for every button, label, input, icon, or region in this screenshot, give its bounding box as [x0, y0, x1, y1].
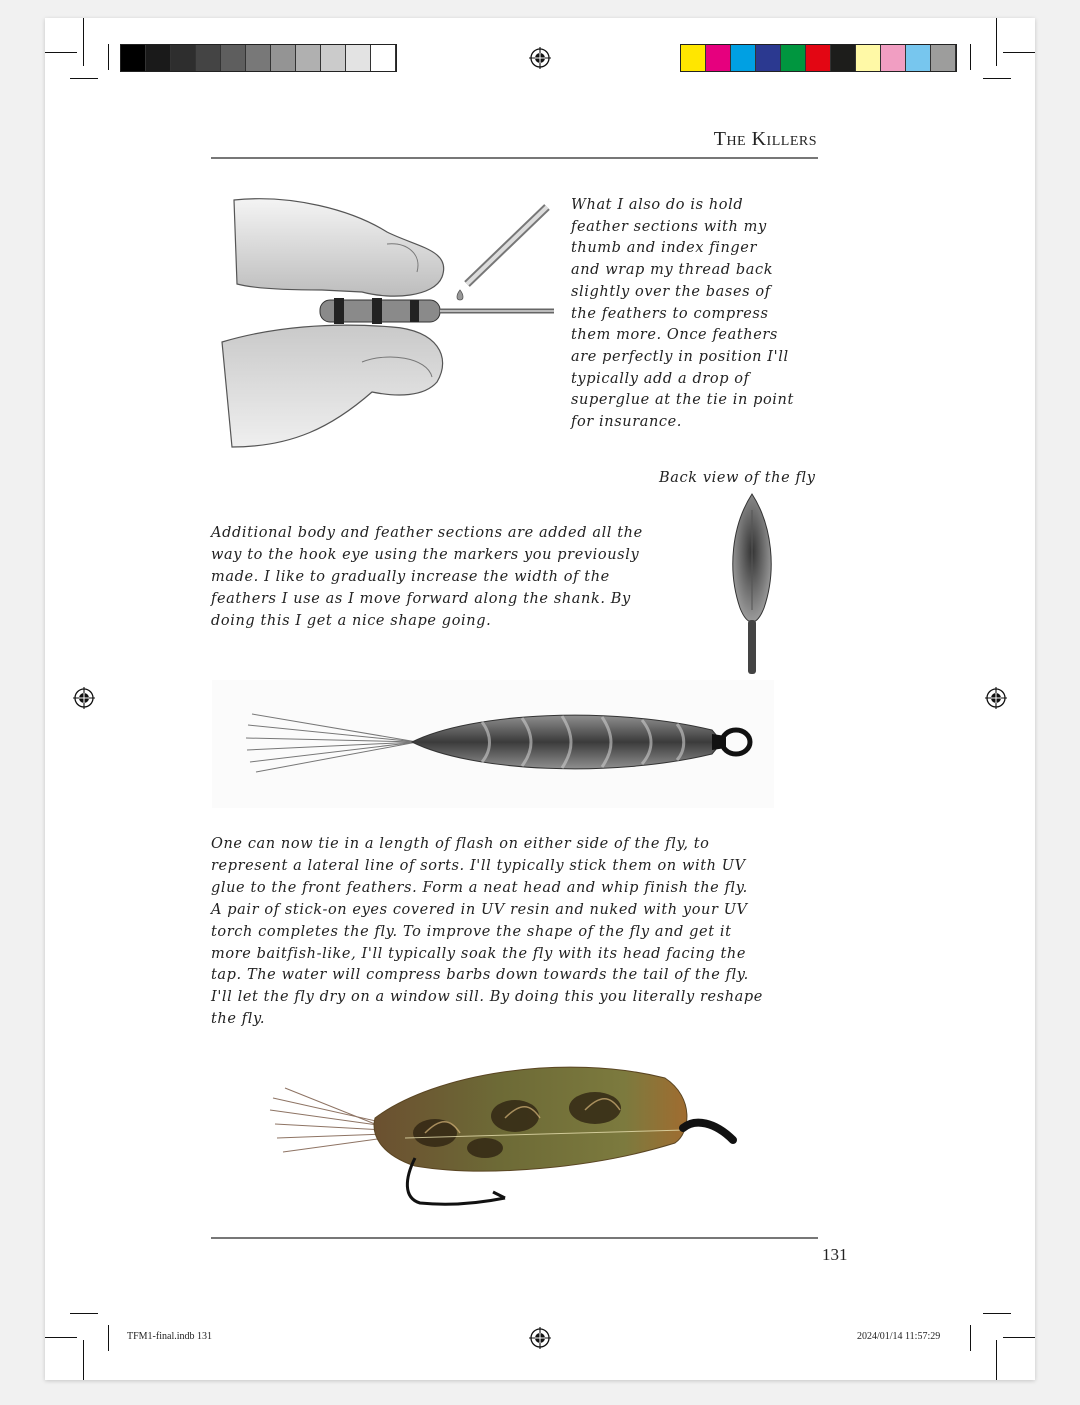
process-color-swatch: [831, 45, 856, 71]
caption-line: feathers I use as I move forward along the shank. By: [211, 591, 631, 607]
process-color-swatch: [781, 45, 806, 71]
back-view-caption: Back view of the fly: [659, 470, 816, 486]
process-color-swatch: [681, 45, 706, 71]
page-number: 131: [822, 1245, 848, 1264]
caption-line: glue to the front feathers. Form a neat head and whip finish the fly.: [211, 879, 748, 896]
additional-sections-caption: [211, 522, 711, 632]
greyscale-color-bar: [120, 44, 397, 72]
process-color-swatch: [731, 45, 756, 71]
process-color-swatch: [931, 45, 956, 71]
fingers-holding-fly-illustration: [212, 192, 557, 450]
registration-mark-icon: [985, 687, 1007, 709]
registration-mark-icon: [529, 47, 551, 69]
caption-line: feather sections with my: [571, 218, 767, 235]
process-color-swatch: [856, 45, 881, 71]
caption-line: thumb and index finger: [571, 240, 757, 257]
greyscale-swatch: [271, 45, 296, 71]
side-view-fly-illustration: [212, 680, 774, 808]
greyscale-swatch: [296, 45, 321, 71]
process-color-swatch: [906, 45, 931, 71]
caption-line: typically add a drop of: [571, 370, 750, 387]
caption-line: torch completes the fly. To improve the shape of the fly and get it: [211, 923, 732, 940]
flash-finish-caption: [211, 834, 821, 1031]
process-color-bar: [680, 44, 957, 72]
slug-filename: TFM1-final.indb 131: [127, 1331, 212, 1342]
caption-line: for insurance.: [571, 414, 683, 431]
greyscale-swatch: [121, 45, 146, 71]
caption-line: more baitfish-like, I'll typically soak the fly with its head facing the: [211, 945, 747, 962]
caption-line: them more. Once feathers: [571, 327, 778, 344]
finished-fly-photo: [265, 1048, 745, 1213]
caption-line: the fly.: [211, 1011, 266, 1028]
slug-timestamp: 2024/01/14 11:57:29: [857, 1331, 941, 1342]
caption-line: tap. The water will compress barbs down towards the tail of the fly.: [211, 967, 749, 984]
greyscale-swatch: [321, 45, 346, 71]
caption-line: represent a lateral line of sorts. I'll typically stick them on with UV: [211, 857, 746, 874]
caption-line: superglue at the tie in point: [571, 392, 794, 409]
back-view-fly-illustration: [722, 490, 782, 678]
caption-line: One can now tie in a length of flash on either side of the fly, to: [211, 836, 710, 852]
process-color-swatch: [706, 45, 731, 71]
footer-rule: [211, 1237, 818, 1239]
header-rule: [211, 157, 818, 159]
process-color-swatch: [756, 45, 781, 71]
greyscale-swatch: [196, 45, 221, 71]
running-head: The Killers: [713, 128, 817, 150]
caption-line: I'll let the fly dry on a window sill. By doing this you literally reshape: [211, 989, 763, 1006]
registration-mark-icon: [73, 687, 95, 709]
caption-line: the feathers to compress: [571, 305, 769, 322]
caption-line: doing this I get a nice shape going.: [211, 613, 492, 629]
caption-line: way to the hook eye using the markers you previously: [211, 547, 640, 563]
hold-feathers-caption: [571, 195, 821, 434]
greyscale-swatch: [171, 45, 196, 71]
greyscale-swatch: [146, 45, 171, 71]
caption-line: are perfectly in position I'll: [571, 348, 789, 365]
caption-line: What I also do is hold: [571, 197, 744, 213]
caption-line: slightly over the bases of: [571, 283, 771, 300]
caption-line: and wrap my thread back: [571, 262, 774, 279]
greyscale-swatch: [346, 45, 371, 71]
greyscale-swatch: [371, 45, 396, 71]
registration-mark-icon: [529, 1327, 551, 1349]
caption-line: A pair of stick-on eyes covered in UV resin and nuked with your UV: [211, 901, 748, 918]
process-color-swatch: [806, 45, 831, 71]
caption-line: Additional body and feather sections are added all the: [211, 525, 643, 541]
caption-line: made. I like to gradually increase the width of the: [211, 569, 610, 585]
greyscale-swatch: [246, 45, 271, 71]
process-color-swatch: [881, 45, 906, 71]
greyscale-swatch: [221, 45, 246, 71]
